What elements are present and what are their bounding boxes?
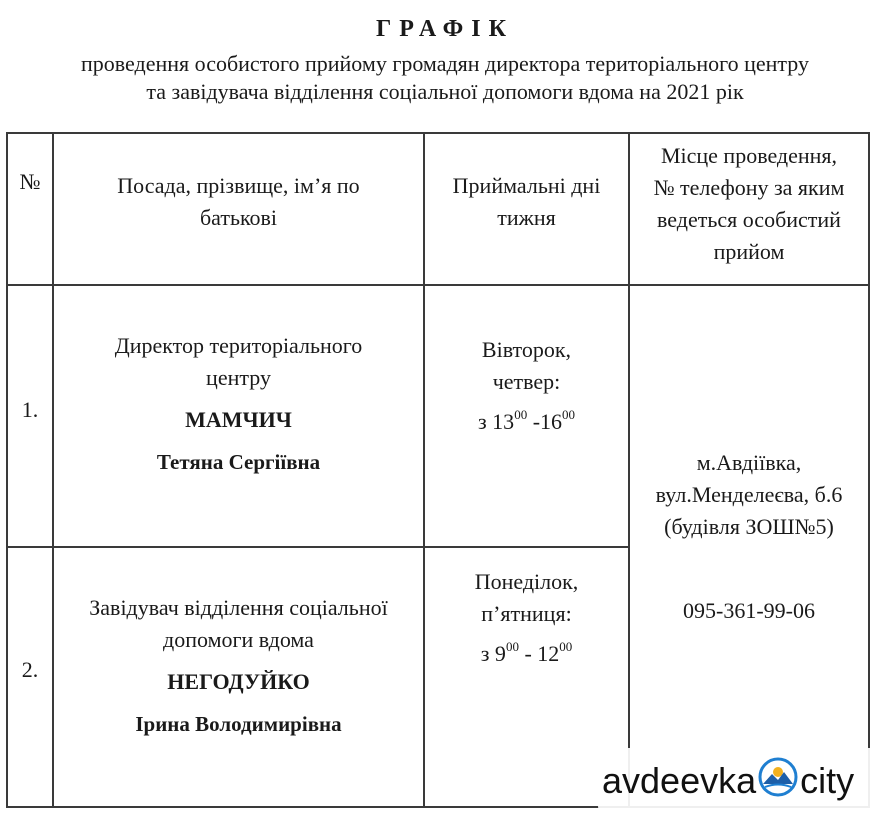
header-days-line1: Приймальні дні — [452, 173, 601, 198]
avdeevka-city-logo-icon — [758, 757, 798, 806]
row1-days — [425, 334, 628, 438]
header-num: № — [19, 169, 41, 194]
row1-position-line2: центру — [206, 365, 271, 390]
site-watermark — [598, 748, 880, 814]
table-border-left — [6, 132, 8, 808]
row1-days-line2: четвер: — [492, 369, 561, 394]
header-place-line2: № телефону за яким — [653, 175, 845, 200]
place-cell — [630, 447, 868, 627]
row2-time-sup2: 00 — [559, 639, 573, 654]
watermark-right-text: city — [800, 760, 855, 801]
table-border-row1 — [6, 546, 629, 548]
row1-position — [54, 330, 423, 478]
row1-time-sup1: 00 — [514, 407, 528, 422]
row2-position-line1: Завідувач відділення соціальної — [89, 595, 388, 620]
row1-surname: МАМЧИЧ — [185, 407, 292, 432]
header-position-line1: Посада, прізвище, ім’я по — [117, 173, 360, 198]
place-city: м.Авдіївка, — [696, 450, 802, 475]
row1-time-mid: -16 — [527, 409, 563, 434]
row2-days-line2: п’ятниця: — [481, 601, 572, 626]
row2-days — [425, 566, 628, 670]
table-border-right — [868, 132, 870, 808]
row1-time-sup2: 00 — [562, 407, 576, 422]
row2-num: 2. — [21, 657, 39, 682]
header-place-line1: Місце проведення, — [660, 143, 838, 168]
row2-given-names: Ірина Володимирівна — [135, 712, 342, 736]
place-phone: 095-361-99-06 — [683, 598, 815, 623]
table-border-top — [6, 132, 870, 134]
row1-given-names: Тетяна Сергіївна — [156, 450, 321, 474]
row2-position-line2: допомоги вдома — [163, 627, 314, 652]
header-position — [54, 170, 423, 234]
place-street: вул.Менделеєва, б.6 — [655, 482, 843, 507]
row1-days-line1: Вівторок, — [481, 337, 572, 362]
header-days-line2: тижня — [497, 205, 556, 230]
place-building: (будівля ЗОШ№5) — [664, 514, 834, 539]
row1-position-line1: Директор територіального — [114, 333, 363, 358]
row2-surname: НЕГОДУЙКО — [167, 669, 310, 694]
row2-time-mid: - 12 — [518, 641, 560, 666]
row1-time — [425, 406, 628, 438]
table-border-header — [6, 284, 870, 286]
row1-time-prefix: з 13 — [477, 409, 515, 434]
header-position-line2: батькові — [199, 205, 278, 230]
row1-num: 1. — [21, 397, 39, 422]
document-title: ГРАФІК — [375, 16, 515, 42]
watermark-left-text: avdeevka — [602, 760, 757, 801]
row2-time-sup1: 00 — [505, 639, 519, 654]
document-subtitle-line2: та завідувача відділення соціальної допомоги вдома на 2021 рік — [146, 79, 744, 104]
row2-position — [54, 592, 423, 740]
document-subtitle-line1: проведення особистого прийому громадян директора територіального центру — [81, 51, 809, 76]
header-place — [630, 140, 868, 268]
header-place-line4: прийом — [713, 239, 785, 264]
row2-time-prefix: з 9 — [480, 641, 506, 666]
header-days — [425, 170, 628, 234]
row2-time — [425, 638, 628, 670]
header-place-line3: ведеться особистий — [657, 207, 841, 232]
row2-days-line1: Понеділок, — [474, 569, 579, 594]
